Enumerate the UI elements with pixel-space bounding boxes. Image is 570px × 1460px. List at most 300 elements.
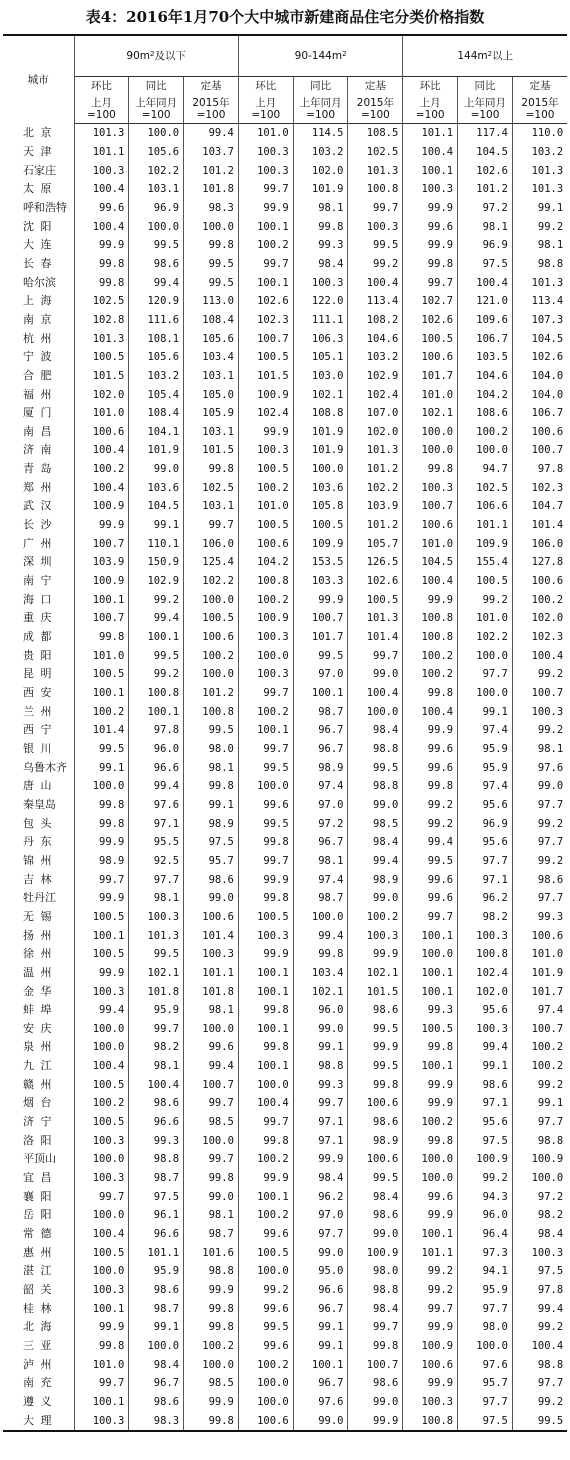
index-value: 99.4 [129,777,184,796]
index-value: 99.8 [403,460,458,479]
index-value: 97.1 [293,1113,348,1132]
index-value: 100.8 [403,609,458,628]
index-value: 100.3 [348,217,403,236]
index-value: 99.6 [74,199,129,218]
table-row [3,1169,567,1188]
index-value: 98.8 [293,1057,348,1076]
index-value: 102.3 [512,628,567,647]
index-value: 155.4 [458,553,513,572]
index-value: 97.6 [129,796,184,815]
index-value: 99.0 [348,796,403,815]
index-value: 99.7 [74,870,129,889]
index-value: 101.5 [238,367,293,386]
index-value: 114.5 [293,124,348,143]
index-value: 100.3 [512,702,567,721]
index-value: 98.6 [512,870,567,889]
index-value: 101.5 [184,441,239,460]
index-value: 97.7 [458,1299,513,1318]
index-value: 99.5 [129,945,184,964]
table-row [3,852,567,871]
index-value: 99.7 [348,1318,403,1337]
index-value: 99.5 [512,1411,567,1431]
city-name: 无锡 [3,908,74,927]
index-value: 98.6 [348,1374,403,1393]
index-value: 121.0 [458,292,513,311]
index-value: 99.9 [403,199,458,218]
table-row [3,161,567,180]
index-value: 99.8 [184,236,239,255]
index-value: 99.8 [348,1337,403,1356]
index-value: 94.3 [458,1187,513,1206]
index-value: 104.0 [512,367,567,386]
index-value: 98.9 [293,758,348,777]
table-row [3,1094,567,1113]
index-value: 100.0 [129,1337,184,1356]
index-value: 100.0 [74,1038,129,1057]
table-row [3,870,567,889]
index-value: 104.5 [129,497,184,516]
index-value: 99.1 [129,516,184,535]
index-value: 100.0 [403,945,458,964]
index-value: 99.7 [348,199,403,218]
city-name: 九江 [3,1057,74,1076]
index-value: 101.4 [184,926,239,945]
table-row [3,311,567,330]
index-value: 100.9 [348,1243,403,1262]
index-value: 103.9 [74,553,129,572]
table-row [3,572,567,591]
index-value: 100.8 [184,702,239,721]
index-value: 104.0 [512,385,567,404]
table-row [3,478,567,497]
index-value: 99.9 [403,1075,458,1094]
index-value: 100.7 [403,497,458,516]
index-value: 99.1 [512,1094,567,1113]
index-value: 108.8 [293,404,348,423]
index-value: 97.8 [512,460,567,479]
index-value: 99.1 [458,702,513,721]
index-value: 100.3 [238,926,293,945]
city-name: 大连 [3,236,74,255]
base-label-yoy-g1: 上年同月 =100 [129,95,184,124]
index-value: 100.4 [512,646,567,665]
index-value: 108.5 [348,124,403,143]
index-value: 96.6 [129,1113,184,1132]
index-value: 100.0 [74,1262,129,1281]
index-value: 153.5 [293,553,348,572]
index-value: 104.5 [458,143,513,162]
index-value: 105.7 [348,534,403,553]
index-value: 99.2 [512,721,567,740]
index-value: 97.6 [293,1393,348,1412]
index-value: 105.6 [129,348,184,367]
index-value: 101.1 [458,516,513,535]
table-row [3,1262,567,1281]
index-value: 99.4 [184,1057,239,1076]
index-value: 113.0 [184,292,239,311]
index-value: 97.5 [458,1131,513,1150]
index-value: 100.3 [403,478,458,497]
city-name: 呼和浩特 [3,199,74,218]
index-value: 100.2 [458,423,513,442]
index-value: 101.1 [403,124,458,143]
index-value: 97.0 [293,665,348,684]
index-value: 101.5 [74,367,129,386]
index-value: 99.8 [74,1337,129,1356]
city-name: 西安 [3,684,74,703]
index-value: 100.2 [238,236,293,255]
index-value: 100.2 [238,702,293,721]
index-value: 102.4 [348,385,403,404]
index-value: 101.3 [348,609,403,628]
index-value: 106.3 [293,329,348,348]
city-name: 青岛 [3,460,74,479]
table-row [3,1411,567,1431]
index-value: 109.9 [458,534,513,553]
index-value: 99.9 [403,236,458,255]
index-value: 99.7 [293,1094,348,1113]
index-value: 99.2 [403,1281,458,1300]
index-value: 100.3 [238,628,293,647]
index-value: 101.3 [74,329,129,348]
index-value: 99.2 [458,1169,513,1188]
index-value: 100.0 [348,702,403,721]
index-value: 100.4 [129,1075,184,1094]
index-value: 98.5 [184,1113,239,1132]
table-row [3,964,567,983]
index-value: 100.4 [74,1057,129,1076]
index-value: 92.5 [129,852,184,871]
index-value: 99.9 [403,721,458,740]
table-row [3,721,567,740]
index-value: 99.9 [348,1411,403,1431]
index-value: 100.0 [238,1393,293,1412]
index-value: 100.1 [403,1057,458,1076]
index-value: 100.5 [74,945,129,964]
index-value: 96.6 [129,758,184,777]
index-value: 97.1 [458,1094,513,1113]
index-value: 99.7 [238,180,293,199]
index-value: 100.0 [238,777,293,796]
city-name: 蚌埠 [3,1001,74,1020]
index-value: 100.9 [238,385,293,404]
index-value: 100.0 [458,441,513,460]
index-value: 99.0 [129,460,184,479]
index-value: 102.7 [403,292,458,311]
index-value: 102.1 [348,964,403,983]
index-value: 99.9 [74,889,129,908]
city-name: 郑州 [3,478,74,497]
index-value: 101.3 [74,124,129,143]
table-row [3,1113,567,1132]
index-value: 100.4 [403,143,458,162]
index-value: 98.6 [184,870,239,889]
index-value: 100.1 [238,982,293,1001]
index-value: 101.5 [348,982,403,1001]
index-value: 99.8 [348,1075,403,1094]
index-value: 104.7 [512,497,567,516]
table-row [3,1206,567,1225]
index-value: 100.5 [74,908,129,927]
index-value: 100.3 [74,982,129,1001]
table-row [3,329,567,348]
index-value: 105.6 [184,329,239,348]
table-row [3,1281,567,1300]
index-value: 122.0 [293,292,348,311]
index-value: 102.6 [458,161,513,180]
index-value: 100.4 [74,441,129,460]
index-value: 99.9 [74,516,129,535]
index-value: 97.5 [458,255,513,274]
index-value: 99.5 [238,758,293,777]
index-value: 99.9 [403,1318,458,1337]
index-value: 100.6 [348,1094,403,1113]
index-value: 100.1 [74,590,129,609]
table-row [3,777,567,796]
index-value: 100.7 [74,534,129,553]
index-value: 98.6 [129,1393,184,1412]
index-value: 101.3 [512,273,567,292]
index-value: 100.1 [403,161,458,180]
index-value: 96.9 [458,814,513,833]
city-name: 大理 [3,1411,74,1431]
index-value: 100.0 [184,1355,239,1374]
index-value: 99.4 [403,833,458,852]
city-name: 上海 [3,292,74,311]
base-label-fixed-g3: 2015年 =100 [512,95,567,124]
index-value: 96.7 [293,833,348,852]
index-value: 96.1 [129,1206,184,1225]
index-value: 98.6 [458,1075,513,1094]
table-row [3,1355,567,1374]
index-value: 107.0 [348,404,403,423]
index-value: 99.9 [74,236,129,255]
index-value: 99.5 [129,646,184,665]
index-value: 100.0 [74,1020,129,1039]
index-value: 99.3 [403,1001,458,1020]
index-value: 98.1 [184,1001,239,1020]
index-value: 102.2 [458,628,513,647]
city-name: 长春 [3,255,74,274]
index-value: 101.0 [512,945,567,964]
index-value: 101.7 [293,628,348,647]
index-value: 99.5 [403,852,458,871]
index-value: 100.7 [512,1020,567,1039]
index-value: 100.7 [74,609,129,628]
index-value: 99.5 [184,255,239,274]
city-name: 成都 [3,628,74,647]
index-value: 100.3 [238,161,293,180]
index-value: 111.6 [129,311,184,330]
table-row [3,889,567,908]
index-value: 105.0 [184,385,239,404]
index-value: 99.7 [238,684,293,703]
base-label-yoy-g3: 上年同月 =100 [458,95,513,124]
table-row [3,945,567,964]
index-value: 95.7 [458,1374,513,1393]
index-value: 105.6 [129,143,184,162]
city-name: 合肥 [3,367,74,386]
index-value: 150.9 [129,553,184,572]
index-value: 99.8 [238,1001,293,1020]
index-value: 102.3 [512,478,567,497]
index-value: 99.9 [238,423,293,442]
index-value: 98.3 [184,199,239,218]
index-value: 98.9 [74,852,129,871]
index-value: 98.8 [129,1150,184,1169]
table-row [3,609,567,628]
index-value: 100.0 [238,1262,293,1281]
index-value: 96.7 [293,721,348,740]
index-value: 104.5 [512,329,567,348]
index-value: 101.8 [184,982,239,1001]
index-value: 100.5 [74,1113,129,1132]
index-value: 99.5 [348,236,403,255]
index-value: 98.5 [184,1374,239,1393]
index-value: 98.9 [184,814,239,833]
index-value: 102.1 [129,964,184,983]
index-value: 99.5 [348,1057,403,1076]
index-value: 98.7 [129,1299,184,1318]
index-value: 100.6 [512,572,567,591]
index-value: 97.4 [512,1001,567,1020]
index-value: 100.2 [403,646,458,665]
table-row [3,460,567,479]
index-value: 99.9 [293,1150,348,1169]
index-value: 102.6 [238,292,293,311]
index-value: 99.5 [293,646,348,665]
index-value: 100.2 [184,646,239,665]
index-value: 98.8 [348,777,403,796]
index-value: 100.1 [238,1057,293,1076]
table-row [3,292,567,311]
index-value: 100.4 [512,1337,567,1356]
index-value: 96.7 [293,1299,348,1318]
city-name: 海口 [3,590,74,609]
index-value: 94.7 [458,460,513,479]
index-value: 99.9 [348,1038,403,1057]
index-value: 102.2 [348,478,403,497]
index-value: 106.0 [184,534,239,553]
subheader-yoy-g1: 同比 [129,77,184,96]
index-value: 99.8 [184,1299,239,1318]
index-value: 98.1 [293,199,348,218]
index-value: 100.2 [238,1355,293,1374]
index-value: 99.2 [458,590,513,609]
index-value: 100.5 [293,516,348,535]
table-row [3,1038,567,1057]
city-name: 丹东 [3,833,74,852]
index-value: 100.1 [293,1355,348,1374]
index-value: 98.1 [184,1206,239,1225]
index-value: 95.9 [129,1001,184,1020]
subheader-fixed-g2: 定基 [348,77,403,96]
index-value: 99.6 [238,1299,293,1318]
index-value: 99.0 [293,1243,348,1262]
index-value: 96.7 [293,1374,348,1393]
index-value: 100.6 [512,926,567,945]
index-value: 103.5 [458,348,513,367]
index-value: 100.2 [512,1057,567,1076]
index-value: 100.2 [512,590,567,609]
index-value: 99.5 [74,740,129,759]
index-value: 100.3 [74,1131,129,1150]
index-value: 97.7 [512,889,567,908]
index-value: 99.1 [129,1318,184,1337]
index-value: 102.0 [458,982,513,1001]
index-value: 104.6 [458,367,513,386]
index-value: 97.4 [293,777,348,796]
index-value: 97.7 [512,1374,567,1393]
index-value: 101.2 [184,161,239,180]
index-value: 100.0 [129,124,184,143]
index-value: 99.7 [184,1094,239,1113]
index-value: 106.7 [458,329,513,348]
index-value: 99.9 [403,590,458,609]
index-value: 103.4 [184,348,239,367]
index-value: 99.2 [238,1281,293,1300]
index-value: 98.4 [293,1169,348,1188]
table-row [3,516,567,535]
table-row [3,534,567,553]
index-value: 99.4 [293,926,348,945]
index-value: 100.1 [238,273,293,292]
index-value: 100.5 [348,590,403,609]
index-value: 100.2 [184,1337,239,1356]
index-value: 98.1 [458,217,513,236]
index-value: 101.3 [348,441,403,460]
index-value: 99.9 [293,590,348,609]
city-name: 乌鲁木齐 [3,758,74,777]
index-value: 97.7 [512,796,567,815]
index-value: 100.3 [238,441,293,460]
index-value: 100.4 [74,1225,129,1244]
index-value: 98.6 [348,1001,403,1020]
city-name: 济南 [3,441,74,460]
index-value: 102.0 [512,609,567,628]
subheader-yoy-g2: 同比 [293,77,348,96]
index-value: 99.6 [403,217,458,236]
index-value: 100.3 [74,161,129,180]
index-value: 101.1 [403,1243,458,1262]
index-value: 101.7 [512,982,567,1001]
index-value: 99.7 [348,646,403,665]
index-value: 102.6 [403,311,458,330]
index-value: 100.0 [293,908,348,927]
index-value: 97.2 [458,199,513,218]
index-value: 99.0 [348,889,403,908]
index-value: 100.2 [238,478,293,497]
index-value: 95.9 [458,758,513,777]
index-value: 101.4 [512,516,567,535]
city-name: 贵阳 [3,646,74,665]
index-value: 100.8 [403,628,458,647]
index-value: 100.2 [403,665,458,684]
index-value: 99.8 [74,814,129,833]
index-value: 97.3 [458,1243,513,1262]
index-value: 99.8 [184,777,239,796]
index-value: 120.9 [129,292,184,311]
index-value: 100.3 [74,1411,129,1431]
index-value: 105.4 [129,385,184,404]
index-value: 98.2 [512,1206,567,1225]
index-value: 99.7 [184,1150,239,1169]
city-name: 沈阳 [3,217,74,236]
index-value: 100.5 [458,572,513,591]
index-value: 99.6 [403,889,458,908]
index-value: 99.8 [238,889,293,908]
index-value: 99.0 [184,1187,239,1206]
